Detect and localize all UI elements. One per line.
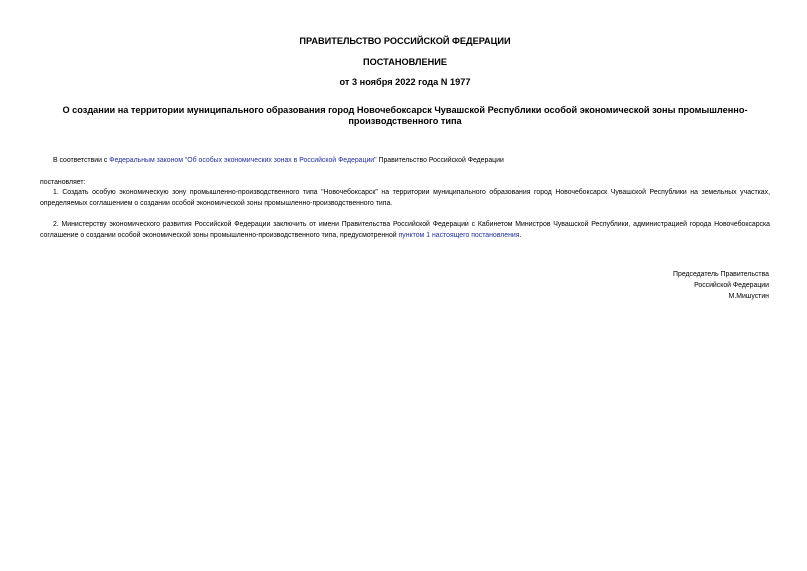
document-type: ПОСТАНОВЛЕНИЕ — [363, 57, 447, 67]
item-1-paragraph: 1. Создать особую экономическую зону промышленно-производственного типа "Новочебоксарск" на территории муниципального образования город Новочебоксарск Чувашской Республики на земельных участках, определяемых соглашением о создании особой экономической зоны промышленно-производственного типа. — [40, 189, 770, 207]
item-1-reference-link[interactable]: пунктом 1 настоящего постановления — [398, 232, 520, 239]
document-date-number: от 3 ноября 2022 года N 1977 — [339, 77, 471, 87]
item-2-text: 2. Министерству экономического развития Российской Федерации заключить от имени Правительства Российской Федерации с Кабинетом Министров Чувашской Республики, администрацией города Новочебоксарска соглашение о создании особой экономической зоны промышленно-производственного типа, предусмотренной — [40, 221, 770, 239]
item-2-paragraph — [40, 219, 770, 241]
legal-basis-suffix: Правительство Российской Федерации — [376, 157, 504, 164]
federal-law-link[interactable]: Федеральным законом "Об особых экономических зонах в Российской Федерации" — [109, 157, 377, 164]
signatory-title-line-2: Российской Федерации — [694, 282, 769, 289]
item-2-suffix: . — [519, 232, 522, 239]
decree-word: постановляет: — [40, 179, 86, 186]
signatory-name: М.Мишустин — [728, 293, 769, 300]
document-title: О создании на территории муниципального образования город Новочебоксарск Чувашской Республики особой экономической зоны промышленно-производственного типа — [62, 105, 748, 126]
signatory-title-line-1: Председатель Правительства — [673, 271, 769, 278]
legal-basis-paragraph — [40, 155, 770, 166]
issuing-authority: ПРАВИТЕЛЬСТВО РОССИЙСКОЙ ФЕДЕРАЦИИ — [299, 36, 511, 46]
legal-basis-prefix: В соответствии с — [53, 157, 110, 164]
